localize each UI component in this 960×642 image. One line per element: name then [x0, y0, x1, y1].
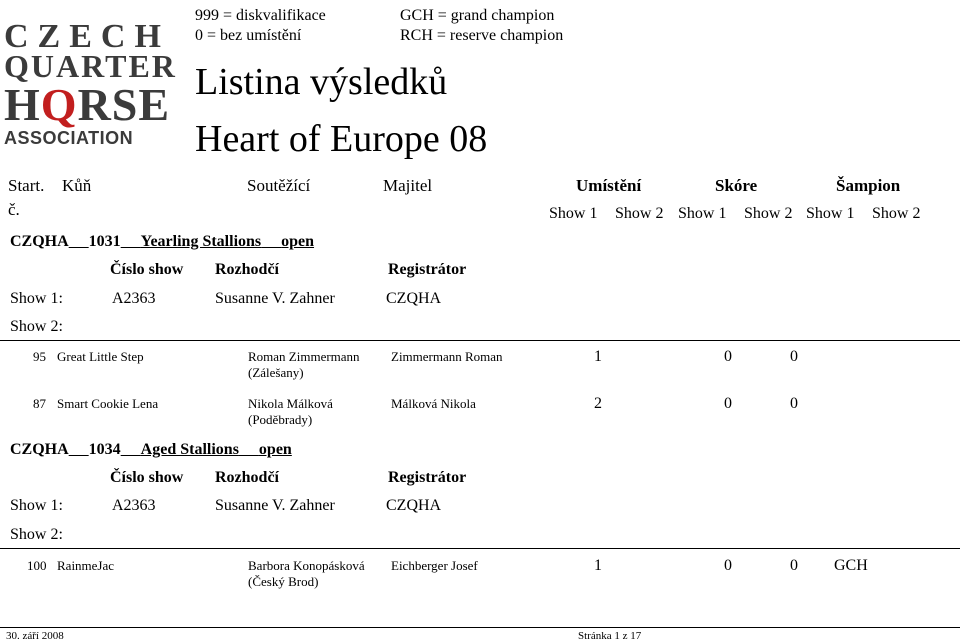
header-place-show1: Show 1 — [549, 205, 598, 222]
header-horse: Kůň — [62, 176, 92, 195]
show1-registrar: CZQHA — [386, 497, 442, 514]
col-judge: Rozhodčí — [215, 469, 279, 486]
header-champ-show2: Show 2 — [872, 205, 921, 222]
logo-line-czech: CZECH — [4, 18, 170, 55]
class-code: 1034 — [88, 441, 121, 458]
page-title: Listina výsledků — [195, 61, 448, 103]
class-name: Yearling Stallions — [140, 233, 262, 250]
show2-label: Show 2: — [10, 318, 63, 335]
entry-owner: Eichberger Josef — [391, 558, 478, 573]
col-show-number: Číslo show — [110, 469, 184, 486]
entry-place-show1: 1 — [594, 348, 602, 365]
logo-letter-q: Q — [40, 79, 78, 130]
entry-rider-city: (Poděbrady) — [248, 412, 313, 427]
class-name: Aged Stallions — [140, 441, 239, 458]
class-code: 1031 — [88, 233, 121, 250]
entry-owner: Zimmermann Roman — [391, 349, 503, 364]
logo-letters-rse: RSE — [77, 79, 171, 130]
class-heading — [10, 441, 292, 459]
entry-champion-show1: 0 — [790, 395, 798, 412]
entry-score-show1: 0 — [724, 395, 732, 412]
entry-champion-show1: 0 — [790, 348, 798, 365]
header-start: Start. — [8, 176, 45, 195]
header-champ-show1: Show 1 — [806, 205, 855, 222]
entry-champion-title: GCH — [834, 557, 868, 574]
entry-rider: Roman Zimmermann — [248, 349, 360, 364]
class-prefix: CZQHA — [10, 233, 69, 250]
header-score: Skóre — [715, 176, 758, 195]
legend-reserve-champion: RCH = reserve champion — [400, 27, 564, 44]
show1-label: Show 1: — [10, 290, 63, 307]
entry-rider-city: (Zálešany) — [248, 365, 304, 380]
logo-line-quarter: QUARTER — [4, 48, 177, 84]
entry-start-number: 100 — [27, 558, 47, 573]
footer-page-number: Stránka 1 z 17 — [578, 630, 642, 642]
show1-judge: Susanne V. Zahner — [215, 497, 335, 514]
class-heading — [10, 233, 314, 251]
section-divider — [0, 340, 960, 341]
header-rider: Soutěžící — [247, 176, 311, 195]
col-judge: Rozhodčí — [215, 261, 279, 278]
entry-place-show1: 1 — [594, 557, 602, 574]
header-place-show2: Show 2 — [615, 205, 664, 222]
header-placement: Umístění — [576, 176, 642, 195]
logo-line-horse — [4, 78, 170, 131]
show1-judge: Susanne V. Zahner — [215, 290, 335, 307]
entry-horse: Smart Cookie Lena — [57, 396, 159, 411]
col-registrar: Registrátor — [388, 261, 467, 278]
header-score-show2: Show 2 — [744, 205, 793, 222]
section-divider — [0, 548, 960, 549]
show1-label: Show 1: — [10, 497, 63, 514]
entry-start-number: 95 — [33, 349, 46, 364]
show2-label: Show 2: — [10, 526, 63, 543]
entry-rider: Nikola Málková — [248, 396, 333, 411]
show1-number: A2363 — [112, 497, 156, 514]
entry-place-show1: 2 — [594, 395, 602, 412]
header-owner: Majitel — [383, 176, 433, 195]
legend-grand-champion: GCH = grand champion — [400, 7, 555, 24]
class-suffix: open — [281, 233, 315, 250]
class-suffix: open — [258, 441, 292, 458]
show1-number: A2363 — [112, 290, 156, 307]
header-champion: Šampion — [836, 176, 901, 195]
col-registrar: Registrátor — [388, 469, 467, 486]
header-start-no: č. — [8, 200, 20, 219]
entry-score-show1: 0 — [724, 348, 732, 365]
entry-score-show1: 0 — [724, 557, 732, 574]
show1-registrar: CZQHA — [386, 290, 442, 307]
header-score-show1: Show 1 — [678, 205, 727, 222]
class-prefix: CZQHA — [10, 441, 69, 458]
entry-rider: Barbora Konopásková — [248, 558, 365, 573]
entry-owner: Málková Nikola — [391, 396, 476, 411]
legend-disqualification: 999 = diskvalifikace — [195, 7, 326, 24]
entry-champion-show1: 0 — [790, 557, 798, 574]
entry-horse: Great Little Step — [57, 349, 144, 364]
association-logo — [4, 18, 177, 148]
entry-start-number: 87 — [33, 396, 46, 411]
entry-rider-city: (Český Brod) — [248, 574, 319, 589]
event-title: Heart of Europe 08 — [195, 118, 488, 160]
legend-no-placement: 0 = bez umístění — [195, 27, 302, 44]
footer-date: 30. září 2008 — [6, 630, 64, 642]
logo-line-association: ASSOCIATION — [4, 128, 134, 148]
entry-horse: RainmeJac — [57, 558, 115, 573]
logo-letter-h: H — [4, 79, 41, 130]
footer-divider — [0, 627, 960, 628]
col-show-number: Číslo show — [110, 261, 184, 278]
